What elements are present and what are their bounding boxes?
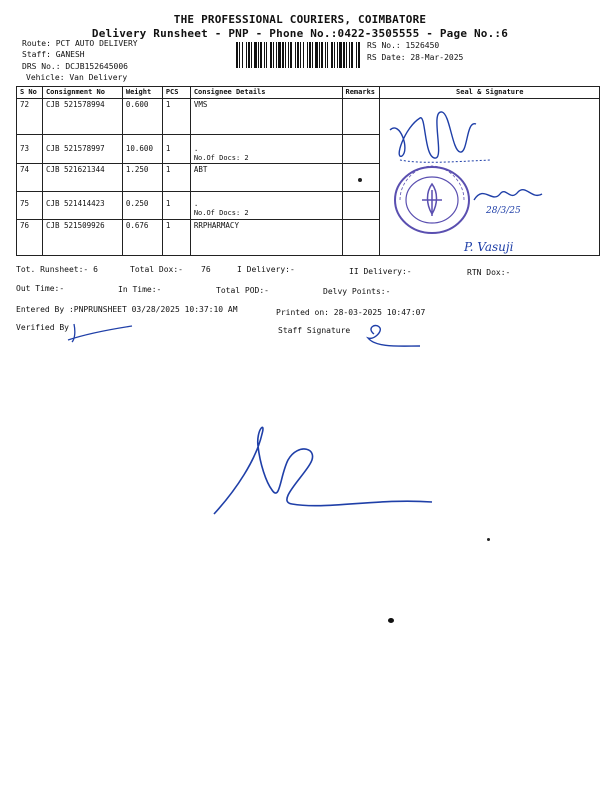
- ii-delivery: II Delivery:-: [349, 267, 412, 276]
- barcode-bar: [278, 42, 281, 68]
- drs-number: DRS No.: DCJB152645006: [22, 62, 128, 71]
- col-header-seal: Seal & Signature: [380, 87, 600, 99]
- barcode-bar: [285, 42, 286, 68]
- route-label: Route: PCT AUTO DELIVERY: [22, 39, 138, 48]
- printed-on: Printed on: 28-03-2025 10:47:07: [276, 308, 426, 317]
- row-pcs: 1: [162, 99, 190, 135]
- row-weight: 0.676: [122, 220, 162, 256]
- row-weight: 0.250: [122, 192, 162, 220]
- barcode-bar: [334, 42, 335, 68]
- consignee-name: .: [193, 144, 199, 153]
- ink-speck: [358, 178, 362, 182]
- row-consignee: [190, 164, 342, 192]
- ink-speck: [487, 538, 490, 541]
- receiver-signature-scribble: [380, 100, 500, 170]
- col-header-sno: S No: [17, 87, 43, 99]
- row-remarks: [342, 192, 380, 220]
- row-pcs: 1: [162, 220, 190, 256]
- barcode-bar: [325, 42, 326, 68]
- barcode-bar: [319, 42, 320, 68]
- barcode-bar: [351, 42, 353, 68]
- consignee-name: ABT: [193, 165, 208, 174]
- barcode-bar: [246, 42, 247, 68]
- barcode-bar: [251, 42, 252, 68]
- row-pcs: 1: [162, 192, 190, 220]
- runsheet-table: [16, 86, 600, 256]
- row-sno: 72: [17, 99, 43, 135]
- row-pcs: 1: [162, 164, 190, 192]
- staff-label: Staff: GANESH: [22, 50, 85, 59]
- barcode-bar: [346, 42, 347, 68]
- row-weight: 1.250: [122, 164, 162, 192]
- verifier-signature: [66, 320, 136, 344]
- company-title: THE PROFESSIONAL COURIERS, COIMBATORE: [173, 13, 427, 26]
- tot-runsheet: Tot. Runsheet:- 6: [16, 265, 98, 274]
- row-consignee: [190, 192, 342, 220]
- barcode-bar: [288, 42, 289, 68]
- runsheet-title: Delivery Runsheet - PNP - Phone No.:0422-3505555 - Page No.:6: [91, 27, 509, 40]
- out-time: Out Time:-: [16, 284, 65, 293]
- consignee-name: .: [193, 199, 199, 208]
- barcode-bar: [300, 42, 301, 68]
- barcode-bar: [282, 42, 284, 68]
- row-consignment: CJB 521509926: [42, 220, 122, 256]
- docs-note: No.Of Docs: 2: [193, 154, 249, 162]
- barcode-bar: [312, 42, 313, 68]
- barcode-bar: [321, 42, 323, 68]
- col-header-remarks: Remarks: [342, 87, 380, 99]
- row-remarks: [342, 99, 380, 135]
- total-dox-value: 76: [201, 265, 211, 274]
- consignee-name: VMS: [193, 100, 208, 109]
- row-sno: 76: [17, 220, 43, 256]
- barcode-bar: [337, 42, 338, 68]
- handwritten-date: 28/3/25: [486, 206, 521, 216]
- docs-note: No.Of Docs: 2: [193, 209, 249, 217]
- barcode-bar: [297, 42, 299, 68]
- barcode-bar: [358, 42, 360, 68]
- barcode-bar: [242, 42, 243, 68]
- row-consignment: CJB 521578994: [42, 99, 122, 135]
- barcode-bar: [309, 42, 311, 68]
- barcode-bar: [327, 42, 328, 68]
- barcode-bar: [295, 42, 296, 68]
- col-header-weight: Weight: [122, 87, 162, 99]
- i-delivery: I Delivery:-: [237, 265, 295, 274]
- col-header-pcs: PCS: [162, 87, 190, 99]
- barcode-bar: [290, 42, 292, 68]
- consignee-name: RRPHARMACY: [193, 221, 239, 230]
- barcode-bar: [270, 42, 272, 68]
- row-weight: 10.600: [122, 135, 162, 164]
- row-consignee: [190, 99, 342, 135]
- barcode-bar: [248, 42, 250, 68]
- barcode-bar: [343, 42, 345, 68]
- col-header-consignment: Consignment No: [42, 87, 122, 99]
- staff-signature-scribble: [360, 318, 430, 350]
- rtn-dox: RTN Dox:-: [467, 268, 511, 277]
- barcode-bar: [303, 42, 304, 68]
- rs-date: RS Date: 28-Mar-2025: [367, 53, 464, 62]
- barcode-bar: [339, 42, 342, 68]
- barcode-bar: [254, 42, 257, 68]
- barcode-bar: [239, 42, 240, 68]
- barcode-bar: [264, 42, 265, 68]
- barcode-bar: [260, 42, 262, 68]
- large-signature: [206, 420, 436, 520]
- row-sno: 73: [17, 135, 43, 164]
- barcode-bar: [276, 42, 277, 68]
- handwritten-name: P. Vasuji: [464, 240, 514, 254]
- barcode-bar: [349, 42, 350, 68]
- col-header-consignee: Consignee Details: [190, 87, 342, 99]
- barcode-bar: [266, 42, 267, 68]
- verified-by-label: Verified By: [16, 323, 69, 332]
- staff-signature-label: Staff Signature: [278, 326, 351, 335]
- row-consignee: [190, 220, 342, 256]
- table-header-row: [17, 87, 600, 99]
- entered-by: Entered By :PNPRUNSHEET 03/28/2025 10:37:10 AM: [16, 305, 238, 314]
- table-row: [17, 99, 600, 135]
- row-sno: 74: [17, 164, 43, 192]
- barcode-bar: [307, 42, 308, 68]
- row-consignment: CJB 521414423: [42, 192, 122, 220]
- row-pcs: 1: [162, 135, 190, 164]
- barcode-image: [236, 42, 360, 68]
- row-remarks: [342, 220, 380, 256]
- company-stamp: [388, 160, 478, 240]
- total-pod: Total POD:-: [216, 286, 269, 295]
- vehicle-label: Vehicle: Van Delivery: [26, 73, 128, 82]
- row-consignment: CJB 521621344: [42, 164, 122, 192]
- row-sno: 75: [17, 192, 43, 220]
- in-time: In Time:-: [118, 285, 162, 294]
- barcode-bar: [236, 42, 238, 68]
- barcode-bar: [273, 42, 274, 68]
- barcode-bar: [258, 42, 259, 68]
- total-dox-label: Total Dox:-: [130, 265, 183, 274]
- barcode-bar: [356, 42, 357, 68]
- row-remarks: [342, 135, 380, 164]
- barcode-bar: [315, 42, 318, 68]
- rs-number: RS No.: 1526450: [367, 41, 440, 50]
- ink-speck: [388, 618, 394, 623]
- delvy-points: Delvy Points:-: [323, 287, 391, 296]
- row-consignment: CJB 521578997: [42, 135, 122, 164]
- row-weight: 0.600: [122, 99, 162, 135]
- barcode-bar: [331, 42, 333, 68]
- row-consignee: [190, 135, 342, 164]
